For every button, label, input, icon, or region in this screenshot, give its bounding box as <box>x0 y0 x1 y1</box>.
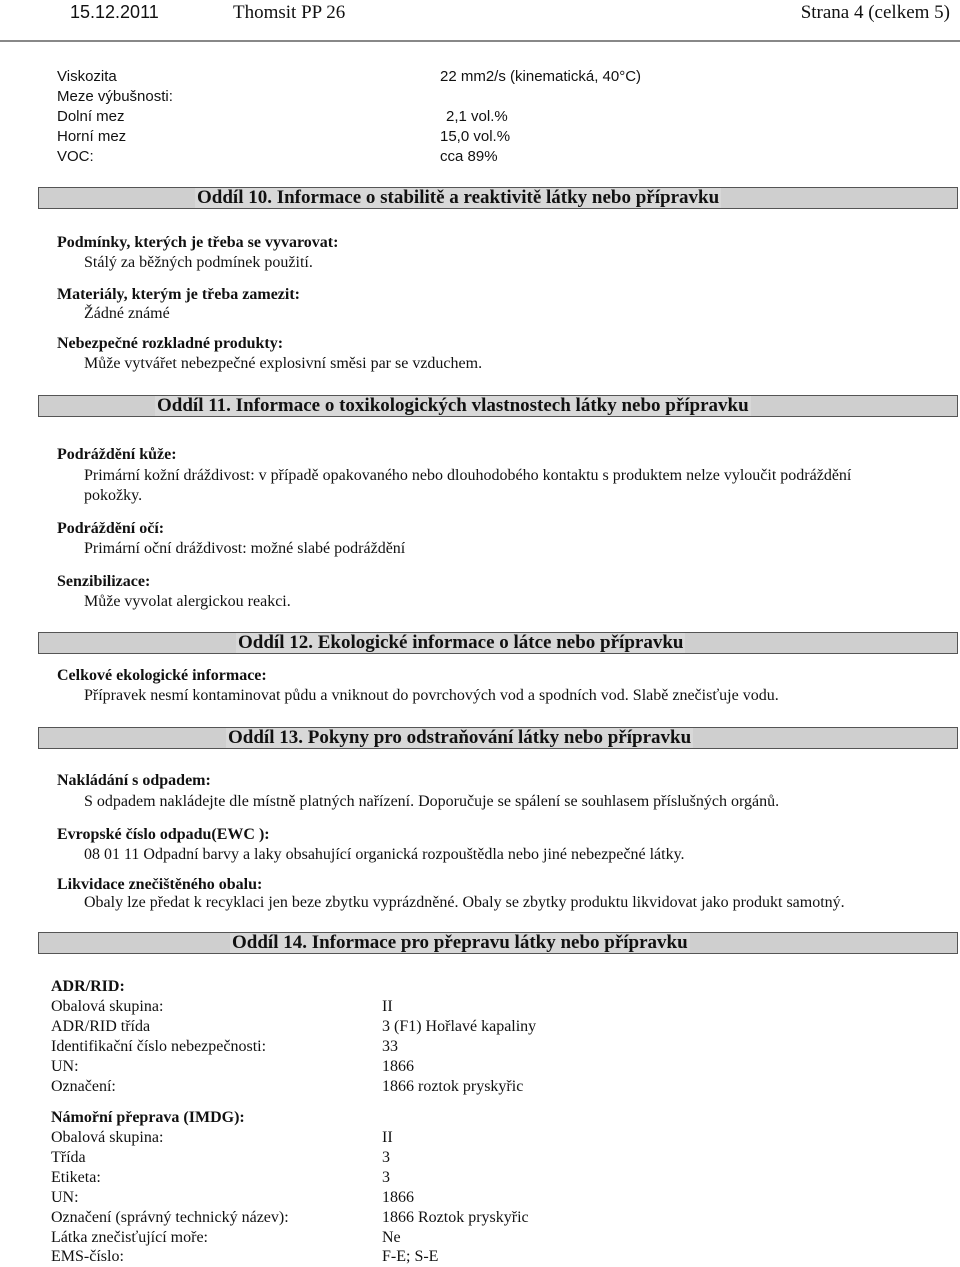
s10-text: Může vytvářet nebezpečné explosivní směsi par se vzduchem. <box>84 355 483 372</box>
s13-label: Likvidace znečištěného obalu: <box>57 876 263 893</box>
s10-label: Podmínky, kterých je třeba se vyvarovat: <box>57 234 339 251</box>
s12-text: Přípravek nesmí kontaminovat půdu a vniknout do povrchových vod a spodních vod. Slabě znečisťuje vodu. <box>84 687 779 704</box>
prop-label: VOC: <box>57 148 94 165</box>
s11-text: pokožky. <box>84 487 143 504</box>
imdg-value: 3 <box>382 1169 390 1186</box>
section-11-header <box>38 395 958 417</box>
imdg-key: Označení (správný technický název): <box>51 1209 289 1226</box>
imdg-key: EMS-číslo: <box>51 1248 124 1265</box>
section-11-title: Oddíl 11. Informace o toxikologických vlastnostech látky nebo přípravku <box>157 395 749 416</box>
imdg-key: UN: <box>51 1189 79 1206</box>
imdg-value: II <box>382 1129 393 1146</box>
s11-text: Primární oční dráždivost: možné slabé podráždění <box>84 540 406 557</box>
section-12-title: Oddíl 12. Ekologické informace o látce nebo přípravku <box>238 632 684 653</box>
section-13-header <box>38 727 958 749</box>
s13-text: S odpadem nakládejte dle místně platných nařízení. Doporučuje se spálení se souhlasem příslušných orgánů. <box>84 793 780 810</box>
s11-text: Může vyvolat alergickou reakci. <box>84 593 291 610</box>
prop-value: cca 89% <box>440 148 498 165</box>
adr-value: 3 (F1) Hořlavé kapaliny <box>382 1018 537 1035</box>
prop-label: Horní mez <box>57 128 127 145</box>
imdg-value: 3 <box>382 1149 390 1166</box>
section-14-title: Oddíl 14. Informace pro přepravu látky nebo přípravku <box>232 932 688 953</box>
prop-label: Viskozita <box>57 68 117 85</box>
adr-key: UN: <box>51 1058 79 1075</box>
s13-label: Evropské číslo odpadu(EWC ): <box>57 826 270 843</box>
s10-label: Nebezpečné rozkladné produkty: <box>57 335 284 352</box>
adr-key: ADR/RID třída <box>51 1018 151 1035</box>
header-page-number: Strana 4 (celkem 5) <box>800 2 950 23</box>
header-product: Thomsit PP 26 <box>233 2 346 23</box>
section-10-header <box>38 187 958 209</box>
section-13-title: Oddíl 13. Pokyny pro odstraňování látky nebo přípravku <box>228 727 692 748</box>
s13-text: Obaly lze předat k recyklaci jen beze zbytku vyprázdněné. Obaly se zbytky produktu likvidovat jako produkt samotný. <box>84 894 845 911</box>
adr-key: Identifikační číslo nebezpečnosti: <box>51 1038 267 1055</box>
prop-value: 2,1 vol.% <box>446 108 508 125</box>
adr-value: II <box>382 998 393 1015</box>
section-12-header <box>38 632 958 654</box>
prop-label: Meze výbušnosti: <box>57 88 173 105</box>
s11-label: Senzibilizace: <box>57 573 151 590</box>
adr-value: 1866 <box>382 1058 414 1075</box>
imdg-value: Ne <box>382 1229 401 1246</box>
header-date: 15.12.2011 <box>70 2 159 22</box>
s11-text: Primární kožní dráždivost: v případě opakovaného nebo dlouhodobého kontaktu s produktem nelze vyloučit podráždění <box>84 467 852 484</box>
prop-value: 15,0 vol.% <box>440 128 511 145</box>
prop-label: Dolní mez <box>57 108 125 125</box>
s10-text: Stálý za běžných podmínek použití. <box>84 254 313 271</box>
s12-label: Celkové ekologické informace: <box>57 667 267 684</box>
s13-label: Nakládání s odpadem: <box>57 772 211 789</box>
imdg-key: Látka znečisťující moře: <box>51 1229 208 1246</box>
s11-label: Podráždění očí: <box>57 520 165 537</box>
imdg-heading: Námořní přeprava (IMDG): <box>51 1109 245 1126</box>
s13-text: 08 01 11 Odpadní barvy a laky obsahující organická rozpouštědla nebo jiné nebezpečné látky. <box>84 846 685 863</box>
s10-label: Materiály, kterým je třeba zamezit: <box>57 286 300 303</box>
adr-value: 1866 roztok pryskyřic <box>382 1078 524 1095</box>
header-divider <box>0 40 960 42</box>
section-10-title: Oddíl 10. Informace o stabilitě a reaktivitě látky nebo přípravku <box>197 187 720 208</box>
adr-value: 33 <box>382 1038 398 1055</box>
imdg-value: 1866 <box>382 1189 414 1206</box>
imdg-key: Etiketa: <box>51 1169 101 1186</box>
s11-label: Podráždění kůže: <box>57 446 177 463</box>
section-14-header <box>38 932 958 954</box>
adr-key: Označení: <box>51 1078 116 1095</box>
imdg-key: Obalová skupina: <box>51 1129 164 1146</box>
imdg-value: F-E; S-E <box>382 1248 439 1265</box>
imdg-value: 1866 Roztok pryskyřic <box>382 1209 529 1226</box>
prop-value: 22 mm2/s (kinematická, 40°C) <box>440 68 642 85</box>
s10-text: Žádné známé <box>84 305 170 322</box>
adr-key: Obalová skupina: <box>51 998 164 1015</box>
page-header <box>0 0 960 40</box>
imdg-key: Třída <box>51 1149 86 1166</box>
adr-heading: ADR/RID: <box>51 978 125 995</box>
